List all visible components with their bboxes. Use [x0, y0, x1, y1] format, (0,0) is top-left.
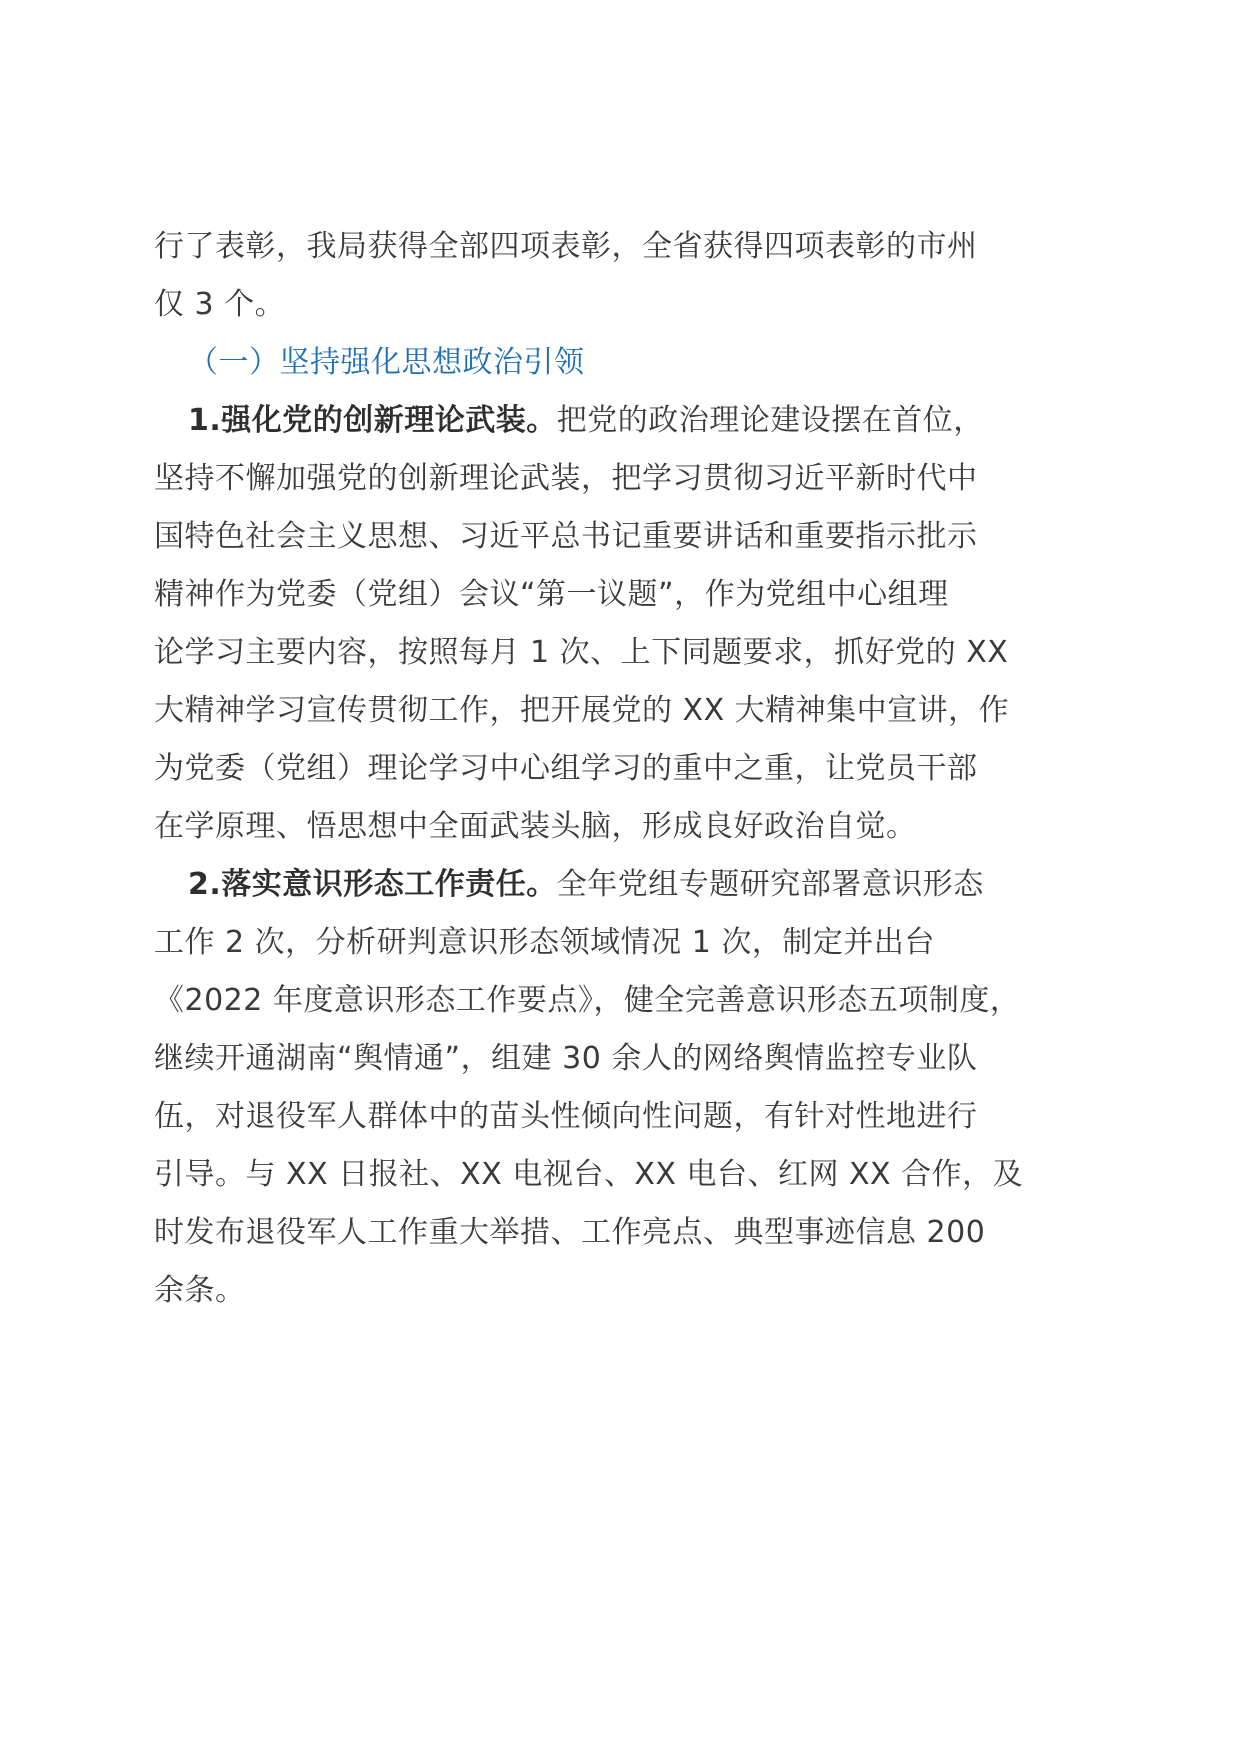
paragraph-lead-title: 2.落实意识形态工作责任。 — [188, 867, 557, 902]
body-line: 引导。与 XX 日报社、XX 电视台、XX 电台、红网 XX 合作，及 — [154, 1157, 1024, 1192]
body-line: 为党委（党组）理论学习中心组学习的重中之重，让党员干部 — [154, 751, 978, 786]
body-line: 时发布退役军人工作重大举措、工作亮点、典型事迹信息 200 — [154, 1215, 986, 1250]
body-line: 大精神学习宣传贯彻工作，把开展党的 XX 大精神集中宣讲，作 — [154, 693, 1010, 728]
paragraph-first-text: 把党的政治理论建设摆在首位， — [556, 403, 984, 438]
body-line: 行了表彰，我局获得全部四项表彰，全省获得四项表彰的市州 — [154, 229, 978, 264]
body-line: 仅 3 个。 — [154, 287, 286, 322]
body-line: 《2022 年度意识形态工作要点》，健全完善意识形态五项制度， — [154, 983, 1021, 1018]
body-line: 余条。 — [154, 1273, 246, 1308]
body-line: 坚持不懈加强党的创新理论武装，把学习贯彻习近平新时代中 — [154, 461, 978, 496]
body-line: 继续开通湖南“舆情通”，组建 30 余人的网络舆情监控专业队 — [154, 1041, 978, 1076]
paragraph-first-line — [188, 401, 984, 441]
body-line: 伍，对退役军人群体中的苗头性倾向性问题，有针对性地进行 — [154, 1099, 978, 1134]
paragraph-first-line — [188, 865, 984, 905]
paragraph-lead-title: 1.强化党的创新理论武装。 — [188, 403, 557, 438]
body-line: 精神作为党委（党组）会议“第一议题”，作为党组中心组理 — [154, 577, 949, 612]
paragraph-first-text: 全年党组专题研究部署意识形态 — [556, 867, 984, 902]
body-line: 在学原理、悟思想中全面武装头脑，形成良好政治自觉。 — [154, 809, 917, 844]
body-line: 论学习主要内容，按照每月 1 次、上下同题要求，抓好党的 XX — [154, 635, 1009, 670]
section-heading: （一）坚持强化思想政治引领 — [188, 345, 585, 380]
body-line: 工作 2 次，分析研判意识形态领域情况 1 次，制定并出台 — [154, 925, 935, 960]
body-line: 国特色社会主义思想、习近平总书记重要讲话和重要指示批示 — [154, 519, 978, 554]
